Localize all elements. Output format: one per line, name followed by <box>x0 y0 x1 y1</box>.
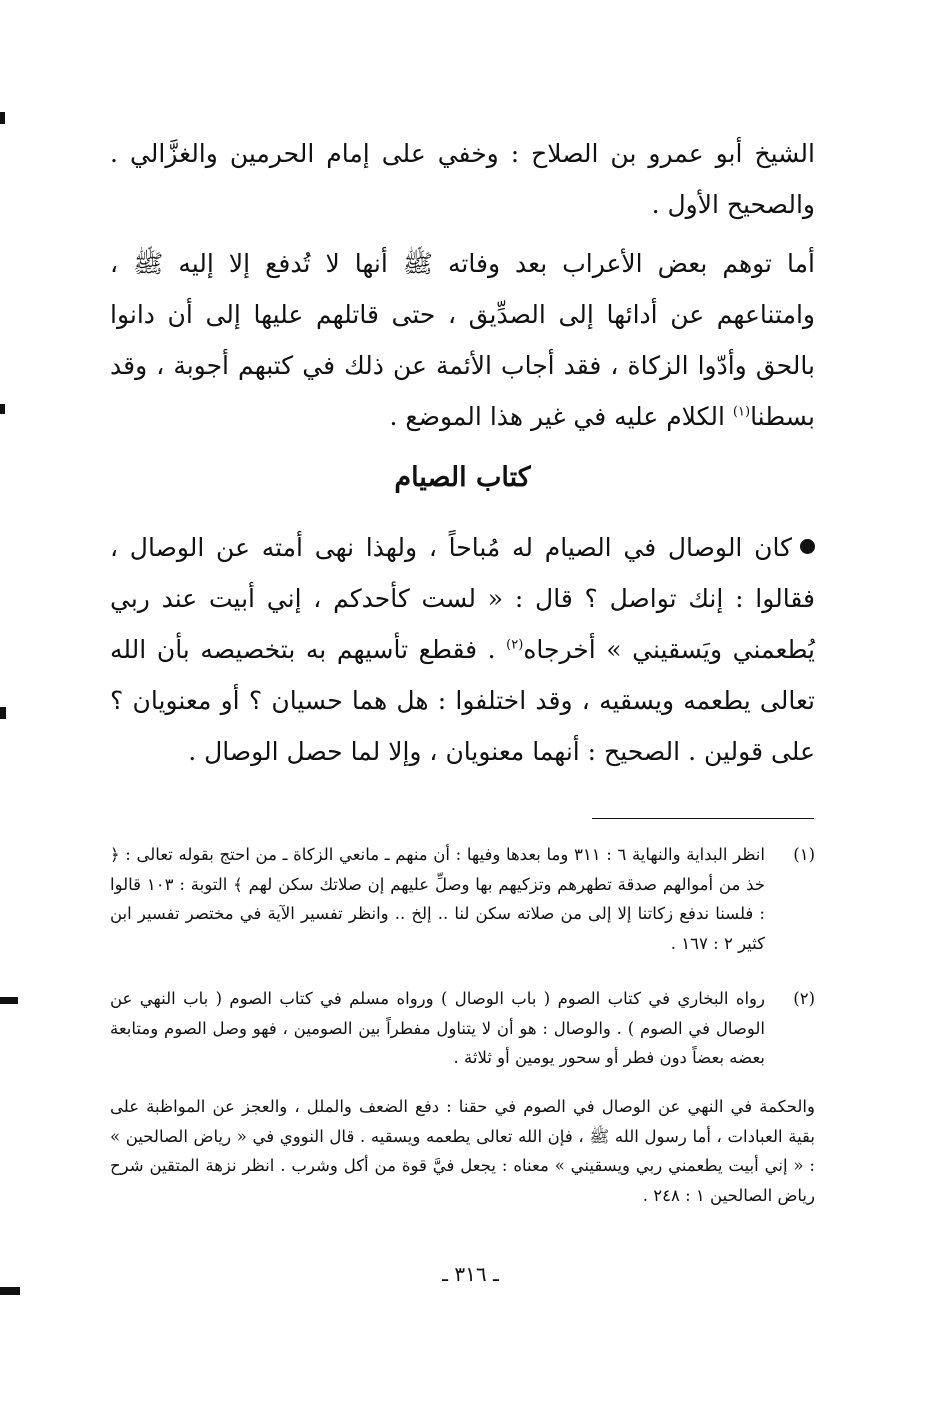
page-number: ـ ٣١٦ ـ <box>442 1262 499 1286</box>
footnote-continuation-text: والحكمة في النهي عن الوصال في الصوم في حقنا : دفع الضعف والملل ، والعجز عن المواظبة على بقية العبادات ، أما رسول الله ﷺ ، فإن الله تعالى يطعمه ويسقيه . قال النووي في « رياض الصالحين » : « إني أبيت يطعمني ربي ويسقيني » معناه : يجعل فيَّ قوة من أكل وشرب . انظر نزهة المتقين شرح رياض الصالحين ١ : ٢٤٨ . <box>110 1097 815 1205</box>
footnote-1 <box>110 840 815 958</box>
scan-margin-mark <box>0 707 6 719</box>
footnote-ref-2[interactable]: (٢) <box>506 637 524 653</box>
paragraph-1: الشيخ أبو عمرو بن الصلاح : وخفي على إمام الحرمين والغزَّالي . والصحيح الأول . <box>110 139 815 219</box>
scan-margin-mark <box>0 997 18 1004</box>
footnote-2 <box>110 984 815 1073</box>
footnote-ref-1[interactable]: (١) <box>732 404 751 420</box>
scan-margin-mark <box>0 1287 20 1295</box>
footnote-continuation <box>110 1092 815 1210</box>
paragraph-2-text-a: أما توهم بعض الأعراب بعد وفاته ﷺ أنها لا تُدفع إلا إليه ﷺ ، وامتناعهم عن أدائها إلى الصدِّيق ، حتى قاتلهم عليها إلى أن دانوا بالحق وأدّوا الزكاة ، فقد أجاب الأئمة عن ذلك في كتبهم أجوبة ، وقد بسطنا <box>110 249 815 431</box>
paragraph-3-text-b: . فقطع تأسيهم به بتخصيصه بأن الله تعالى يطعمه ويسقيه ، وقد اختلفوا : هل هما حسيان ؟ أو معنويان ؟ على قولين . الصحيح : أنهما معنويان ، وإلا لما حصل الوصال . <box>110 635 815 766</box>
footnote-text: رواه البخاري في كتاب الصوم ( باب الوصال ) ورواه مسلم في كتاب الصوم ( باب النهي عن الوصال في الصوم ) . والوصال : هو أن لا يتناول مفطراً بين الصومين ، فهو وصل الصوم ومتابعة بعضه بعضاً دون فطر أو سحور يومين أو ثلاثة . <box>110 989 765 1067</box>
footnote-number: (٢) <box>793 989 815 1008</box>
paragraph-3-text-a: كان الوصال في الصيام له مُباحاً ، ولهذا نهى أمته عن الوصال ، فقالوا : إنك تواصل ؟ قال : « لست كأحدكم ، إني أبيت عند ربي يُطعمني ويَسقيني » أخرجاه <box>110 533 815 664</box>
bullet-icon <box>800 539 815 554</box>
section-heading: كتاب الصيام <box>394 462 531 493</box>
paragraph-2-text-b: الكلام عليه في غير هذا الموضع . <box>389 402 733 431</box>
paragraph-3 <box>110 522 815 777</box>
footnote-text: انظر البداية والنهاية ٦ : ٣١١ وما بعدها وفيها : أن منهم ـ مانعي الزكاة ـ من احتج بقوله تعالى : ﴿ خذ من أموالهم صدقة تطهرهم وتزكيهم بها وصلِّ عليهم إن صلاتك سكن لهم ﴾ التوبة : ١٠٣ قالوا : فلسنا ندفع زكاتنا إلا إلى من صلاته سكن لنا .. إلخ .. وانظر تفسير الآية في مختصر تفسير ابن كثير ٢ : ١٦٧ . <box>110 845 765 953</box>
footnote-number: (١) <box>793 845 815 864</box>
paragraph-2 <box>110 238 815 442</box>
scan-margin-mark <box>0 112 5 124</box>
scan-margin-mark <box>0 404 5 414</box>
footnote-divider <box>592 818 814 819</box>
